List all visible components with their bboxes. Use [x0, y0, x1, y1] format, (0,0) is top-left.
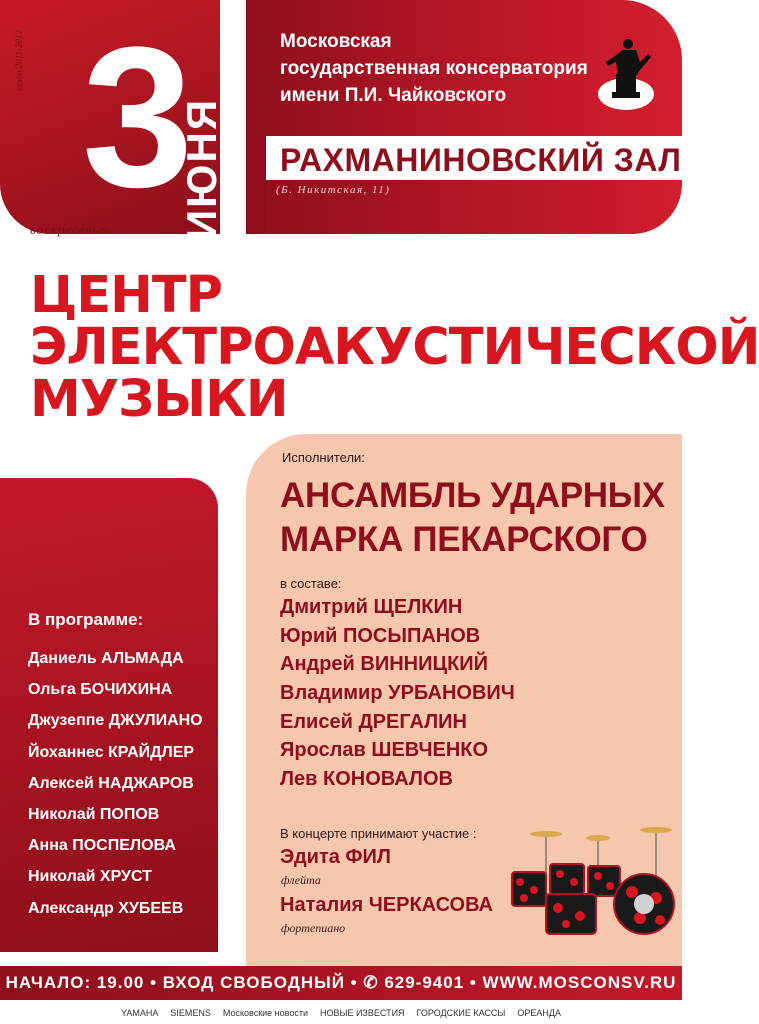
member-item: Лев КОНОВАЛОВ — [280, 768, 453, 791]
event-title — [30, 266, 759, 429]
composer-list — [28, 643, 203, 924]
program-heading: В программе: — [28, 610, 144, 629]
composer-item: Джузеппе ДЖУЛИАНО — [28, 712, 203, 730]
composer-item: Йоханнес КРАЙДЛЕР — [28, 743, 195, 761]
guest-name: Эдита ФИЛ — [280, 846, 391, 868]
hall-band-edge — [246, 136, 266, 234]
institution-name — [280, 28, 600, 109]
event-title-line-2: ЭЛЕКТРОАКУСТИЧЕСКОЙ — [30, 318, 759, 377]
member-item: Ярослав ШЕВЧЕНКО — [280, 739, 489, 762]
guests-label: В концерте принимают участие : — [280, 826, 477, 841]
sponsor-logo: SIEMENS — [170, 1008, 211, 1018]
composer-item: Анна ПОСПЕЛОВА — [28, 837, 176, 855]
composer-item: Николай ХРУСТ — [28, 868, 152, 886]
composer-item: Александр ХУБЕЕВ — [28, 899, 184, 917]
sponsor-logo: ГОРОДСКИЕ КАССЫ — [416, 1008, 506, 1018]
composer-item: Алексей НАДЖАРОВ — [28, 774, 194, 792]
tchaikovsky-monument-icon — [596, 32, 656, 112]
composition-label: в составе: — [280, 576, 342, 591]
date-weekday: воскресенье — [30, 222, 107, 237]
guest-name: Наталия ЧЕРКАСОВА — [280, 894, 493, 916]
ensemble-line-1: АНСАМБЛЬ УДАРНЫХ — [280, 476, 665, 515]
season-label: сезон 2011-2012 — [14, 30, 24, 91]
hall-address: (Б. Никитская, 11) — [276, 184, 391, 196]
member-list — [280, 593, 515, 794]
performers-label: Исполнители: — [282, 450, 365, 465]
event-title-line-3: МУЗЫКИ — [30, 370, 288, 429]
ensemble-name — [280, 474, 665, 562]
drum-kit-icon — [506, 824, 682, 952]
date-month: ИЮНЯ — [178, 97, 225, 240]
member-item: Владимир УРБАНОВИЧ — [280, 682, 515, 705]
hall-title: РАХМАНИНОВСКИЙ ЗАЛ — [280, 142, 682, 178]
sponsor-logo: НОВЫЕ ИЗВЕСТИЯ — [319, 1008, 405, 1018]
institution-line-2: государственная консерватория — [280, 58, 588, 79]
footer-info: НАЧАЛО: 19.00 • ВХОД СВОБОДНЫЙ • ✆ 629-9401 • WWW.MOSCONSV.RU — [5, 973, 677, 992]
composer-item: Николай ПОПОВ — [28, 805, 160, 823]
ensemble-line-2: МАРКА ПЕКАРСКОГО — [280, 520, 648, 559]
date-day: 3 — [82, 6, 194, 229]
member-item: Дмитрий ЩЕЛКИН — [280, 596, 463, 618]
guest-role: флейта — [281, 873, 321, 887]
sponsor-logo: YAMAHA — [121, 1008, 159, 1018]
member-item: Андрей ВИННИЦКИЙ — [280, 653, 489, 676]
member-item: Юрий ПОСЫПАНОВ — [280, 624, 481, 647]
event-title-line-1: ЦЕНТР — [30, 266, 223, 325]
sponsor-strip — [0, 1002, 682, 1024]
sponsor-logo: ОРЕАНДА — [517, 1008, 561, 1018]
guest-role: фортепиано — [281, 921, 346, 935]
institution-line-1: Московская — [280, 31, 392, 52]
composer-item: Даниель АЛЬМАДА — [28, 650, 184, 667]
composer-item: Ольга БОЧИХИНА — [28, 681, 173, 699]
sponsor-logo: Московские новости — [222, 1008, 308, 1018]
institution-line-3: имени П.И. Чайковского — [280, 85, 507, 106]
member-item: Елисей ДРЕГАЛИН — [280, 710, 467, 733]
